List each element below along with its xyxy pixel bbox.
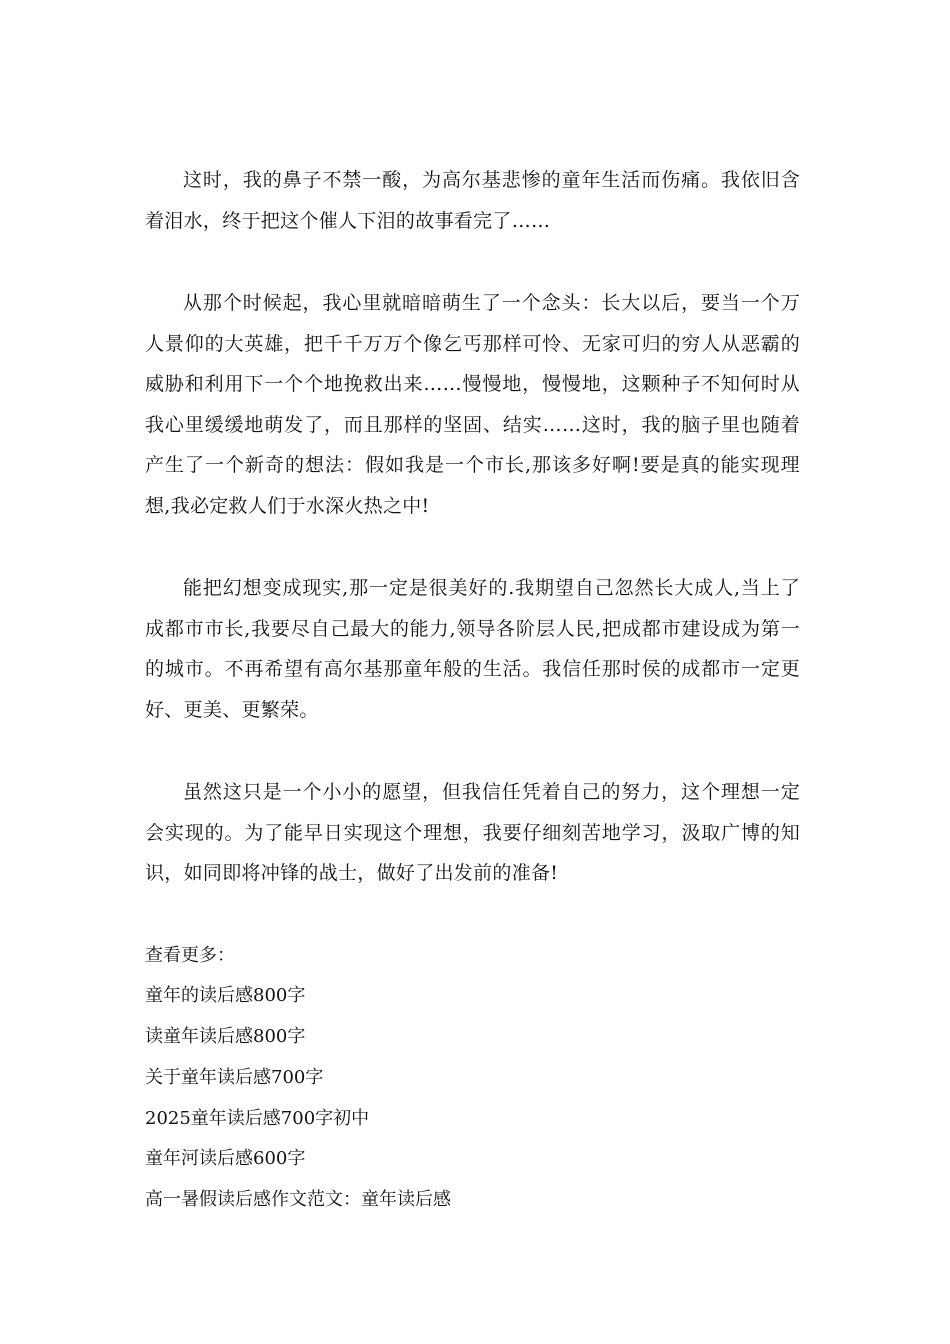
related-link[interactable] <box>145 1180 800 1221</box>
related-links-list <box>145 976 800 1221</box>
related-link-text[interactable]: 童年的读后感800字 <box>145 985 306 1007</box>
paragraph-1: 这时，我的鼻子不禁一酸，为高尔基悲惨的童年生活而伤痛。我依旧含着泪水，终于把这个催人下泪的故事看完了…… <box>145 169 800 232</box>
related-link[interactable] <box>145 1139 800 1180</box>
paragraph-gap <box>145 894 800 936</box>
paragraph-gap <box>145 241 800 283</box>
paragraph-gap <box>145 730 800 772</box>
related-link-text[interactable]: 高一暑假读后感作文范文：童年读后感 <box>145 1189 451 1211</box>
paragraph-3: 能把幻想变成现实,那一定是很美好的.我期望自己忽然长大成人,当上了成都市市长,我要尽自己最大的能力,领导各阶层人民,把成都市建设成为第一的城市。不再希望有高尔基那童年般的生活。我信任那时侯的成都市一定更好、更美、更繁荣。 <box>145 577 800 721</box>
see-more-section <box>145 936 800 1222</box>
related-link[interactable] <box>145 976 800 1017</box>
see-more-title: 查看更多： <box>145 944 235 966</box>
related-link-text[interactable]: 童年河读后感600字 <box>145 1148 306 1170</box>
related-link-text[interactable]: 读童年读后感800字 <box>145 1026 306 1048</box>
paragraph-gap <box>145 526 800 568</box>
paragraph-4: 虽然这只是一个小小的愿望，但我信任凭着自己的努力，这个理想一定会实现的。为了能早日实现这个理想，我要仔细刻苦地学习，汲取广博的知识，如同即将冲锋的战士，做好了出发前的准备! <box>145 781 800 884</box>
related-link[interactable] <box>145 1058 800 1099</box>
related-link-text[interactable]: 关于童年读后感700字 <box>145 1066 324 1088</box>
related-link[interactable] <box>145 1017 800 1058</box>
related-link-text[interactable]: 2025童年读后感700字初中 <box>145 1107 370 1129</box>
document-page <box>145 160 800 1221</box>
related-link[interactable] <box>145 1099 800 1140</box>
paragraph-2: 从那个时候起，我心里就暗暗萌生了一个念头：长大以后，要当一个万人景仰的大英雄，把千千万万个像乞丐那样可怜、无家可归的穷人从恶霸的威胁和利用下一个个地挽救出来……慢慢地，慢慢地，这颗种子不知何时从我心里缓缓地萌发了，而且那样的坚固、结实……这时，我的脑子里也随着产生了一个新奇的想法：假如我是一个市长,那该多好啊!要是真的能实现理想,我必定救人们于水深火热之中! <box>145 292 800 517</box>
